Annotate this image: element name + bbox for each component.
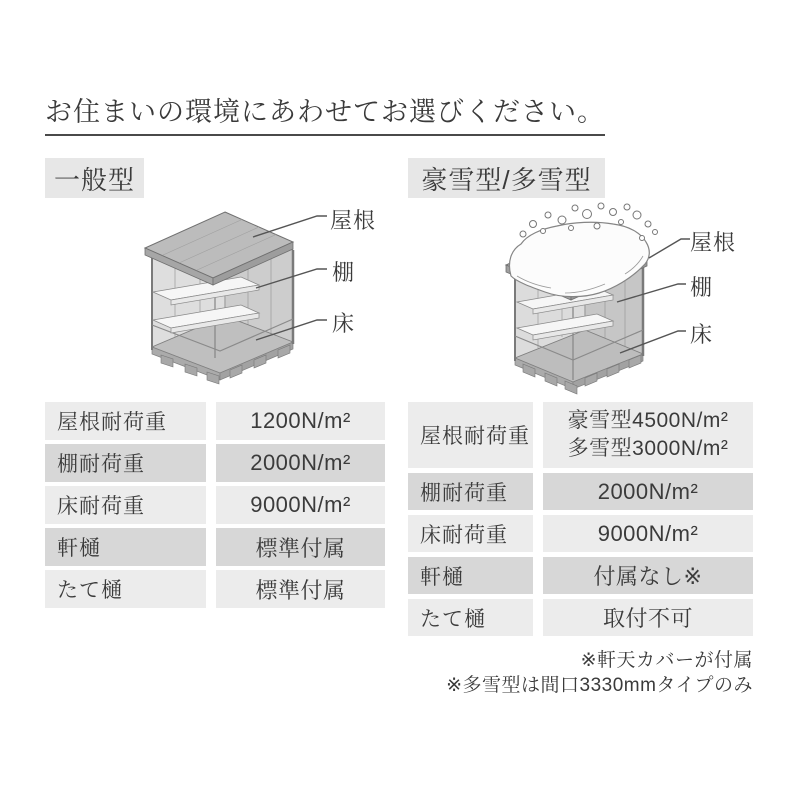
spec-label: 床耐荷重 <box>45 486 206 524</box>
spec-value: 取付不可 <box>543 599 753 636</box>
general-shelf-label: 棚 <box>332 260 356 285</box>
section-header-heavy-snow <box>408 158 605 198</box>
section-header-general <box>45 158 144 198</box>
spec-label: 屋根耐荷重 <box>45 402 206 440</box>
general-roof-label: 屋根 <box>330 208 377 233</box>
shed-general-body <box>145 212 293 384</box>
table-row <box>45 402 385 440</box>
table-row <box>408 557 753 594</box>
spec-label: 屋根耐荷重 <box>408 402 533 468</box>
spec-value: 9000N/m² <box>543 515 753 552</box>
spec-value: 付属なし※ <box>543 557 753 594</box>
table-row <box>408 515 753 552</box>
spec-label: たて樋 <box>408 599 533 636</box>
page-title: お住まいの環境にあわせてお選びください。 <box>45 97 605 127</box>
spec-label: 棚耐荷重 <box>45 444 206 482</box>
spec-table-general <box>45 402 385 608</box>
table-row <box>45 570 385 608</box>
table-row <box>408 402 753 468</box>
spec-value: 標準付属 <box>216 570 385 608</box>
spec-value: 2000N/m² <box>543 473 753 510</box>
shed-snow-body <box>506 203 658 394</box>
table-row <box>45 444 385 482</box>
snow-floor-label: 床 <box>690 322 714 347</box>
general-floor-label: 床 <box>332 311 356 336</box>
snow-shelf-label: 棚 <box>690 275 714 300</box>
table-row <box>45 528 385 566</box>
table-row <box>408 599 753 636</box>
spec-label: 床耐荷重 <box>408 515 533 552</box>
section-header-general-label: 一般型 <box>53 164 135 195</box>
spec-value-line1: 豪雪型4500N/m² <box>567 409 729 432</box>
spec-label: 棚耐荷重 <box>408 473 533 510</box>
footnotes <box>408 648 753 698</box>
spec-value: 2000N/m² <box>216 444 385 482</box>
spec-value: 9000N/m² <box>216 486 385 524</box>
section-header-heavy-snow-label: 豪雪型/多雪型 <box>421 164 592 195</box>
spec-value: 標準付属 <box>216 528 385 566</box>
spec-table-heavy-snow <box>408 402 753 636</box>
spec-label: 軒樋 <box>408 557 533 594</box>
spec-value-line2: 多雪型3000N/m² <box>567 437 729 460</box>
snow-roof-label: 屋根 <box>690 230 737 255</box>
spec-label: たて樋 <box>45 570 206 608</box>
footnote-eaves-cover: ※軒天カバーが付属 <box>580 650 753 671</box>
spec-value: 1200N/m² <box>216 402 385 440</box>
spec-label: 軒樋 <box>45 528 206 566</box>
footnote-multi-snow: ※多雪型は間口3330mmタイプのみ <box>446 675 753 696</box>
table-row <box>408 473 753 510</box>
table-row <box>45 486 385 524</box>
title-underline <box>45 134 605 136</box>
spec-value <box>543 402 753 468</box>
